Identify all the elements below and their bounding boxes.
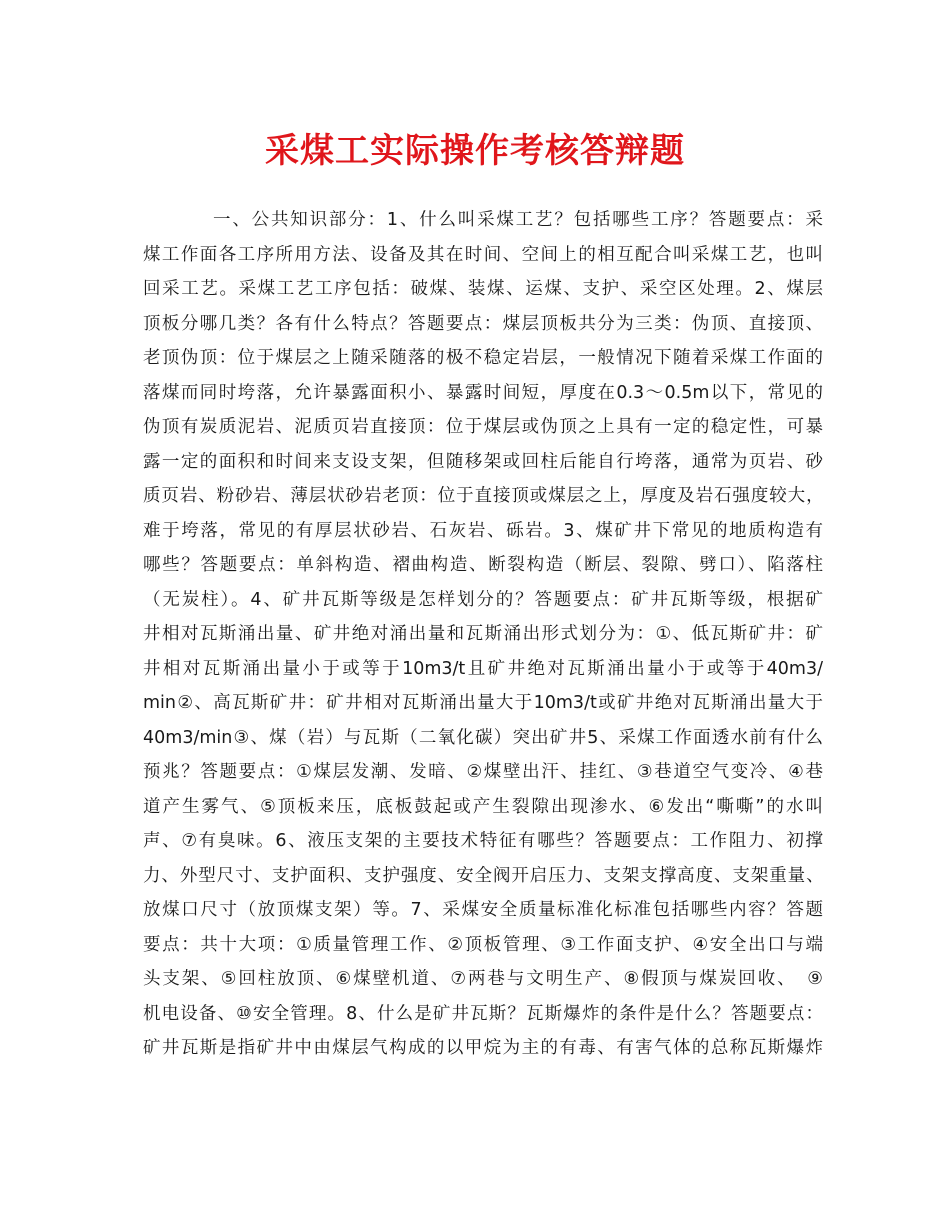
paragraph-line: 道产生雾气、⑤顶板来压，底板鼓起或产生裂隙出现渗水、⑥发出“嘶嘶”的水叫 [143, 796, 823, 817]
paragraph-line: 预兆？答题要点：①煤层发潮、发暗、②煤壁出汗、挂红、③巷道空气变冷、④巷 [143, 762, 823, 782]
paragraph-line: 一、公共知识部分：1、什么叫采煤工艺？包括哪些工序？答题要点：采 [213, 210, 823, 230]
paragraph-line: 难于垮落，常见的有厚层状砂岩、石灰岩、砾岩。3、煤矿井下常见的地质构造有 [143, 520, 823, 541]
paragraph-line: 机电设备、⑩安全管理。8、什么是矿井瓦斯？瓦斯爆炸的条件是什么？答题要点： [143, 1003, 823, 1024]
document-body [143, 203, 823, 1066]
paragraph-line: 老顶伪顶：位于煤层之上随采随落的极不稳定岩层，一般情况下随着采煤工作面的 [143, 348, 823, 368]
paragraph-line: 40m3/min③、煤（岩）与瓦斯（二氧化碳）突出矿井5、采煤工作面透水前有什么 [143, 727, 823, 748]
paragraph-line: 矿井瓦斯是指矿井中由煤层气构成的以甲烷为主的有毒、有害气体的总称瓦斯爆炸 [143, 1038, 823, 1058]
paragraph-line: 落煤而同时垮落，允许暴露面积小、暴露时间短，厚度在0.3～0.5m以下，常见的 [143, 382, 823, 403]
paragraph-line: 声、⑦有臭味。6、液压支架的主要技术特征有哪些？答题要点：工作阻力、初撑 [143, 831, 823, 851]
paragraph-line: 伪顶有炭质泥岩、泥质页岩直接顶：位于煤层或伪顶之上具有一定的稳定性，可暴 [143, 417, 823, 437]
paragraph-line: 哪些？答题要点：单斜构造、褶曲构造、断裂构造（断层、裂隙、劈口）、陷落柱 [143, 555, 823, 575]
paragraph-line: 煤工作面各工序所用方法、设备及其在时间、空间上的相互配合叫采煤工艺，也叫 [143, 244, 823, 265]
paragraph-line: （无炭柱）。4、矿井瓦斯等级是怎样划分的？答题要点：矿井瓦斯等级，根据矿 [143, 589, 823, 610]
paragraph-line: 质页岩、粉砂岩、薄层状砂岩老顶：位于直接顶或煤层之上，厚度及岩石强度较大， [143, 486, 823, 506]
paragraph-line: min②、高瓦斯矿井：矿井相对瓦斯涌出量大于10m3/t或矿井绝对瓦斯涌出量大于 [143, 693, 823, 713]
paragraph-line: 井相对瓦斯涌出量、矿井绝对涌出量和瓦斯涌出形式划分为：①、低瓦斯矿井：矿 [143, 624, 823, 644]
paragraph-line: 露一定的面积和时间来支设支架，但随移架或回柱后能自行垮落，通常为页岩、砂 [143, 451, 823, 472]
paragraph-line: 回采工艺。采煤工艺工序包括：破煤、装煤、运煤、支护、采空区处理。2、煤层 [143, 279, 823, 299]
paragraph-line: 力、外型尺寸、支护面积、支护强度、安全阀开启压力、支架支撑高度、支架重量、 [143, 865, 823, 886]
paragraph-line: 井相对瓦斯涌出量小于或等于10m3/t且矿井绝对瓦斯涌出量小于或等于40m3/ [143, 658, 823, 679]
paragraph-line: 顶板分哪几类？各有什么特点？答题要点：煤层顶板共分为三类：伪顶、直接顶、 [143, 313, 823, 334]
document-title: 采煤工实际操作考核答辩题 [265, 131, 685, 171]
paragraph-line: 放煤口尺寸（放顶煤支架）等。7、采煤安全质量标准化标准包括哪些内容？答题 [143, 900, 823, 920]
paragraph-line: 要点：共十大项：①质量管理工作、②顶板管理、③工作面支护、④安全出口与端 [143, 934, 823, 955]
paragraph-line: 头支架、⑤回柱放顶、⑥煤壁机道、⑦两巷与文明生产、⑧假顶与煤炭回收、 ⑨ [143, 969, 823, 989]
